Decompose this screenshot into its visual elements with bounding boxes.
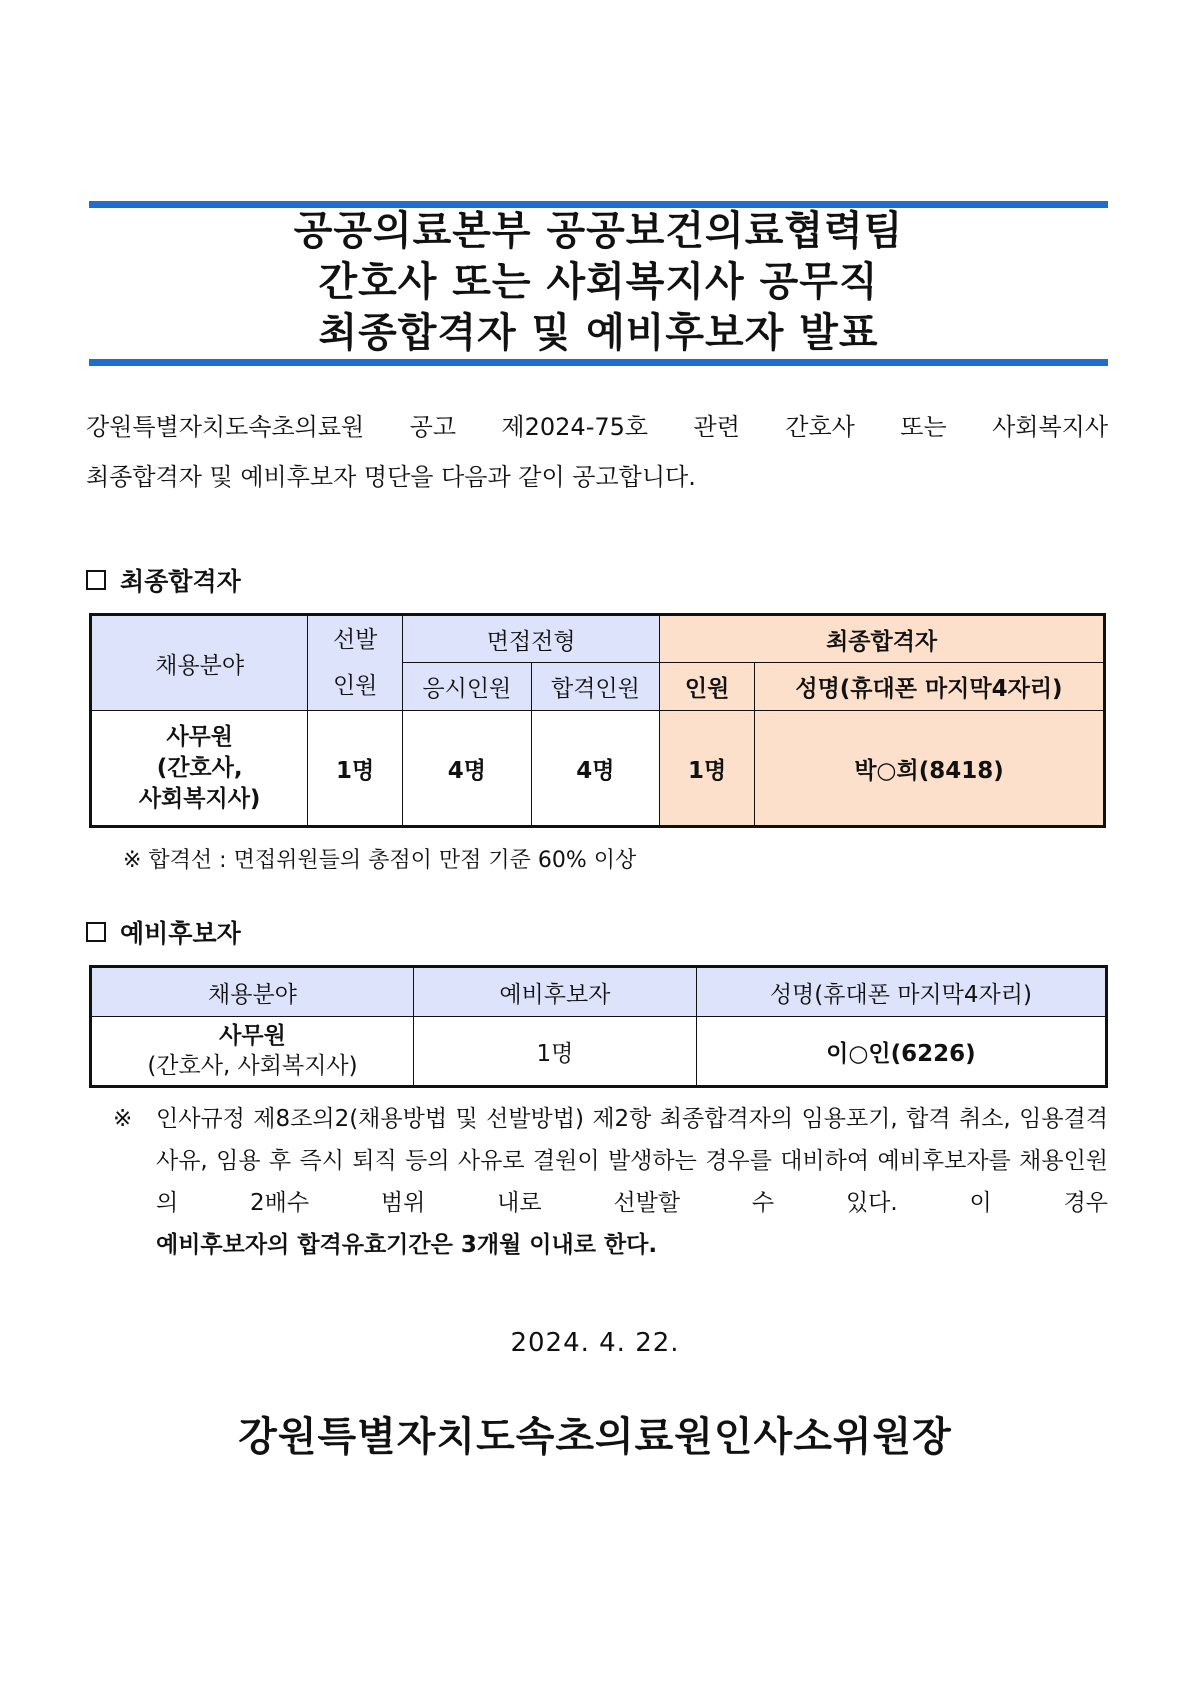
section-final-title: 최종합격자	[120, 567, 241, 596]
document-title	[89, 206, 1108, 359]
table-row	[91, 1017, 1107, 1087]
title-line-3: 최종합격자 및 예비후보자 발표	[318, 310, 879, 356]
cell-field-line-2: (간호사,	[156, 754, 243, 781]
intro-paragraph	[86, 402, 1108, 502]
issuer-signature: 강원특별자치도속초의료원인사소위원장	[238, 1414, 952, 1460]
cell-select-count: 1명	[308, 711, 403, 827]
checkbox-icon	[86, 922, 106, 942]
cell-reserve-name: 이○인(6226)	[696, 1017, 1106, 1087]
header-final-name: 성명(휴대폰 마지막4자리)	[754, 663, 1104, 711]
header-passers: 합격인원	[531, 663, 660, 711]
cell-field	[91, 711, 308, 827]
cell-reserve-field	[91, 1017, 414, 1087]
reserve-rule-emphasis: 예비후보자의 합격유효기간은 3개월 이내로 한다.	[156, 1232, 658, 1258]
announcement-date: 2024. 4. 22.	[510, 1328, 680, 1358]
cell-final-name: 박○희(8418)	[754, 711, 1104, 827]
section-final-heading	[86, 562, 241, 598]
header-final-count: 인원	[660, 663, 755, 711]
checkbox-icon	[86, 570, 106, 590]
header-reserve-field: 채용분야	[91, 967, 414, 1017]
title-line-1: 공공의료본부 공공보건의료협력팀	[293, 208, 904, 254]
reference-mark: ※	[113, 1106, 133, 1132]
reserve-rule-text: 인사규정 제8조의2(채용방법 및 선발방법) 제2항 최종합격자의 임용포기, 합격 취소, 임용결격 사유, 임용 후 즉시 퇴직 등의 사유로 결원이 발생하는 경우를 대비하여 예비후보자를 채용인원의 2배수 범위 내로 선발할 수 있다. 이 경우	[156, 1106, 1108, 1216]
header-select-line-2: 인원	[332, 673, 378, 699]
section-reserve-title: 예비후보자	[120, 919, 241, 948]
header-interview: 면접전형	[403, 615, 660, 663]
cell-final-count: 1명	[660, 711, 755, 827]
cell-reserve-field-line-2: (간호사, 사회복지사)	[147, 1053, 358, 1079]
cell-field-line-3: 사회복지사)	[138, 785, 261, 812]
cell-applicants: 4명	[403, 711, 532, 827]
header-reserve-name: 성명(휴대폰 마지막4자리)	[696, 967, 1106, 1017]
cell-field-line-1: 사무원	[166, 723, 233, 750]
section-reserve-heading	[86, 914, 241, 950]
intro-line-2: 최종합격자 및 예비후보자 명단을 다음과 같이 공고합니다.	[86, 463, 696, 491]
title-line-2: 간호사 또는 사회복지사 공무직	[318, 259, 879, 305]
title-bottom-rule	[89, 359, 1108, 366]
header-field: 채용분야	[91, 615, 308, 711]
header-final: 최종합격자	[660, 615, 1105, 663]
cell-reserve-field-line-1: 사무원	[219, 1023, 286, 1049]
header-applicants: 응시인원	[403, 663, 532, 711]
header-select-line-1: 선발	[332, 627, 378, 653]
intro-line-1: 강원특별자치도속초의료원 공고 제2024-75호 관련 간호사 또는 사회복지사	[86, 413, 1108, 441]
reserve-candidates-table	[89, 965, 1108, 1088]
table-row	[91, 711, 1105, 827]
pass-line-note: ※ 합격선 : 면접위원들의 총점이 만점 기준 60% 이상	[123, 848, 637, 873]
reserve-rule-body	[156, 1098, 1108, 1266]
reserve-rule-note	[113, 1098, 1108, 1266]
cell-passers: 4명	[531, 711, 660, 827]
final-passers-table	[89, 613, 1106, 828]
header-reserve-count: 예비후보자	[413, 967, 696, 1017]
header-select-count	[308, 615, 403, 711]
cell-reserve-count: 1명	[413, 1017, 696, 1087]
